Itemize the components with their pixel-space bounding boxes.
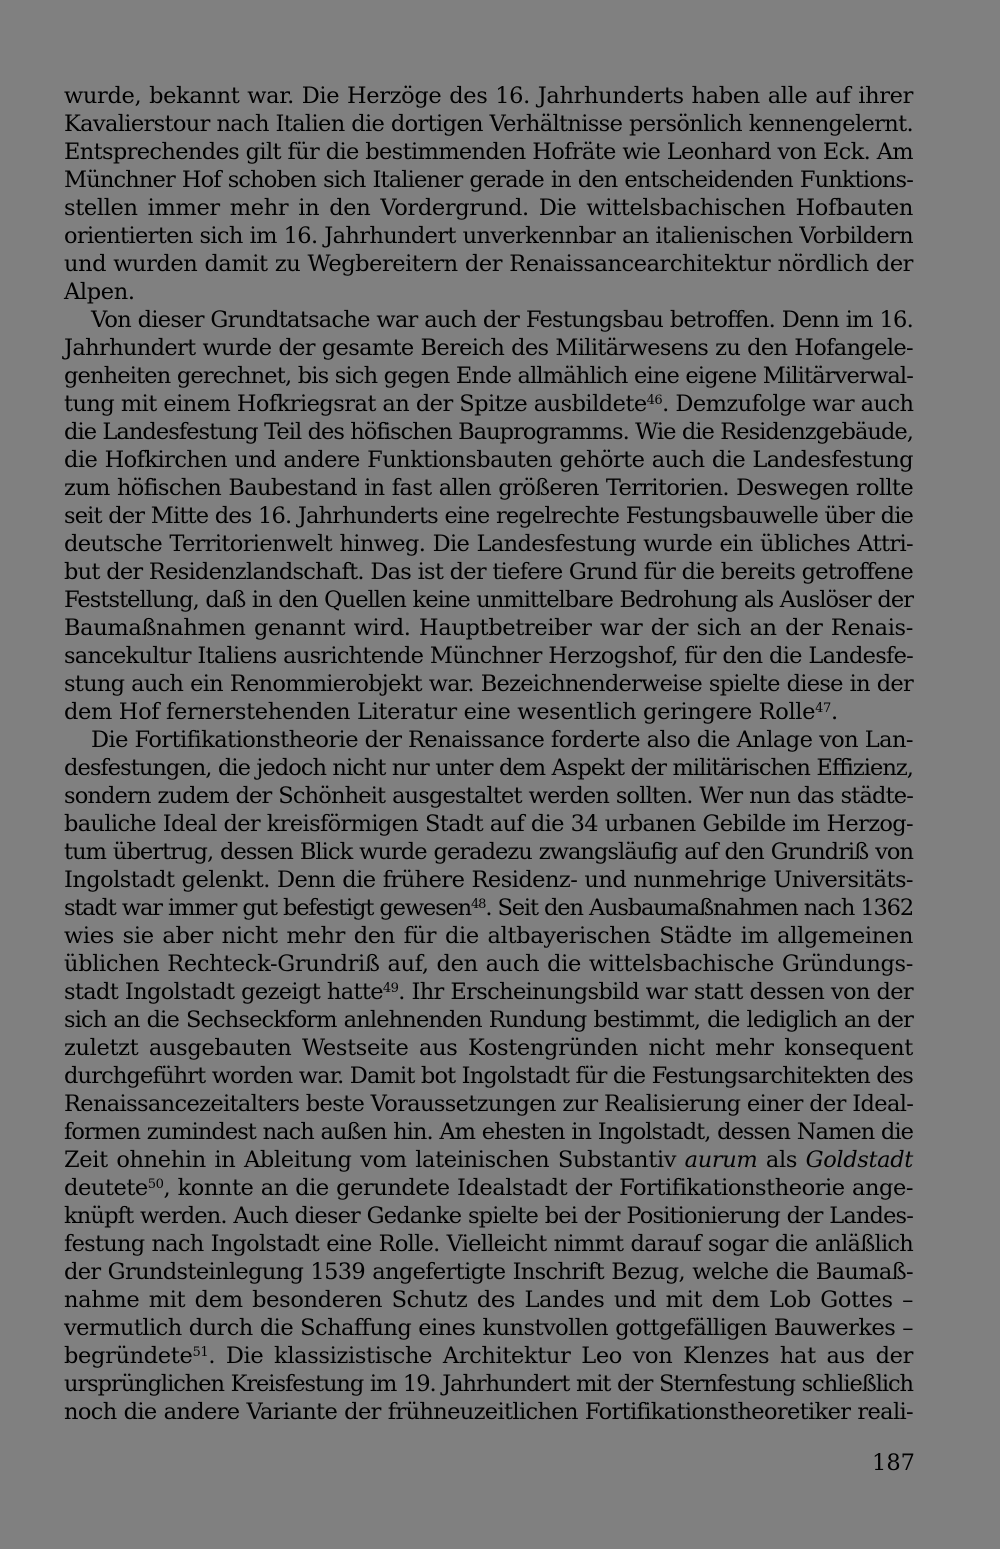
text-segment: Jahrhundert wurde der gesamte Bereich des Militärwesens zu den Hofangele- bbox=[64, 335, 913, 361]
text-segment: . Die klassizistische Architektur Leo von Klenzes hat aus der bbox=[208, 1343, 913, 1369]
text-line bbox=[64, 894, 913, 922]
text-segment: die Landesfestung Teil des höfischen Bauprogramms. Wie die Residenzgebäude, bbox=[64, 419, 913, 445]
text-segment: sondern zudem der Schönheit ausgestaltet werden sollten. Wer nun das städte- bbox=[64, 783, 913, 809]
text-segment: ursprünglichen Kreisfestung im 19. Jahrhundert mit der Sternfestung schließlich bbox=[64, 1371, 913, 1397]
text-line bbox=[64, 1146, 913, 1174]
text-segment: zuletzt ausgebauten Westseite aus Kostengründen nicht mehr konsequent bbox=[64, 1035, 913, 1061]
text-segment: zum höfischen Baubestand in fast allen größeren Territorien. Deswegen rollte bbox=[64, 475, 913, 501]
text-segment: noch die andere Variante der frühneuzeitlichen Fortifikationstheoretiker reali- bbox=[64, 1399, 913, 1425]
footnote-reference: 46 bbox=[646, 392, 663, 408]
text-segment: sich an die Sechseckform anlehnenden Rundung bestimmt, die lediglich an der bbox=[64, 1007, 913, 1033]
text-segment: orientierten sich im 16. Jahrhundert unverkennbar an italienischen Vorbildern bbox=[64, 223, 913, 249]
text-segment: wurde, bekannt war. Die Herzöge des 16. Jahrhunderts haben alle auf ihrer bbox=[64, 83, 913, 109]
text-segment: und wurden damit zu Wegbereitern der Renaissancearchitektur nördlich der bbox=[64, 251, 913, 277]
text-segment: formen zumindest nach außen hin. Am ehesten in Ingolstadt, dessen Namen die bbox=[64, 1119, 913, 1145]
text-segment: Feststellung, daß in den Quellen keine unmittelbare Bedrohung als Auslöser der bbox=[64, 587, 913, 613]
text-line bbox=[64, 222, 913, 250]
text-segment: Zeit ohnehin in Ableitung vom lateinischen Substantiv bbox=[64, 1147, 685, 1173]
text-segment: stadt Ingolstadt gezeigt hatte bbox=[64, 979, 383, 1005]
text-segment: tum übertrug, dessen Blick wurde geradezu zwangsläufig auf den Grundriß von bbox=[64, 839, 913, 865]
text-line bbox=[64, 362, 913, 390]
italic-term: Goldstadt bbox=[805, 1147, 913, 1173]
text-line bbox=[64, 110, 913, 138]
footnote-reference: 49 bbox=[382, 980, 399, 996]
text-line bbox=[64, 866, 913, 894]
text-line bbox=[64, 558, 913, 586]
footnote-reference: 47 bbox=[815, 700, 832, 716]
text-line bbox=[64, 586, 913, 614]
text-line bbox=[64, 474, 913, 502]
text-segment: Baumaßnahmen genannt wird. Hauptbetreiber war der sich an der Renais- bbox=[64, 615, 913, 641]
text-segment: genheiten gerechnet, bis sich gegen Ende allmählich eine eigene Militärverwal- bbox=[64, 363, 913, 389]
text-segment: Kavalierstour nach Italien die dortigen Verhältnisse persönlich kennengelernt. bbox=[64, 111, 913, 137]
text-line bbox=[64, 978, 913, 1006]
text-segment: . Demzufolge war auch bbox=[662, 391, 914, 417]
text-line bbox=[64, 138, 913, 166]
text-line bbox=[64, 698, 913, 726]
text-segment: Alpen. bbox=[64, 279, 135, 305]
text-line bbox=[64, 1398, 913, 1426]
text-line bbox=[64, 1258, 913, 1286]
text-segment: Ingolstadt gelenkt. Denn die frühere Residenz- und nunmehrige Universitäts- bbox=[64, 867, 913, 893]
text-segment: Renaissancezeitalters beste Voraussetzungen zur Realisierung einer der Ideal- bbox=[64, 1091, 914, 1117]
text-segment: dem Hof fernerstehenden Literatur eine wesentlich geringere Rolle bbox=[64, 699, 816, 725]
text-segment: als bbox=[757, 1147, 806, 1173]
footnote-reference: 51 bbox=[192, 1344, 209, 1360]
text-line bbox=[64, 838, 913, 866]
text-line bbox=[64, 1342, 913, 1370]
text-segment: nahme mit dem besonderen Schutz des Landes und mit dem Lob Gottes – bbox=[64, 1287, 913, 1313]
text-segment: stung auch ein Renommierobjekt war. Bezeichnenderweise spielte diese in der bbox=[64, 671, 913, 697]
text-line bbox=[64, 1090, 913, 1118]
text-segment: seit der Mitte des 16. Jahrhunderts eine regelrechte Festungsbauwelle über die bbox=[64, 503, 913, 529]
footnote-reference: 50 bbox=[147, 1176, 164, 1192]
text-line bbox=[64, 166, 913, 194]
text-line bbox=[64, 1062, 913, 1090]
text-line bbox=[64, 1286, 913, 1314]
text-line bbox=[64, 1118, 913, 1146]
text-segment: vermutlich durch die Schaffung eines kunstvollen gottgefälligen Bauwerkes – bbox=[64, 1315, 913, 1341]
footnote-reference: 48 bbox=[471, 896, 486, 912]
text-segment: stellen immer mehr in den Vordergrund. Die wittelsbachischen Hofbauten bbox=[64, 195, 913, 221]
text-line bbox=[64, 446, 913, 474]
italic-term: aurum bbox=[684, 1147, 758, 1173]
text-line bbox=[64, 670, 913, 698]
text-line bbox=[64, 306, 913, 334]
text-line bbox=[64, 642, 913, 670]
text-segment: deutsche Territorienwelt hinweg. Die Landesfestung wurde ein übliches Attri- bbox=[64, 531, 913, 557]
text-segment: bauliche Ideal der kreisförmigen Stadt auf die 34 urbanen Gebilde im Herzog- bbox=[64, 811, 913, 837]
text-segment: , konnte an die gerundete Idealstadt der Fortifikationstheorie ange- bbox=[163, 1175, 913, 1201]
text-line bbox=[64, 922, 913, 950]
text-segment: die Hofkirchen und andere Funktionsbauten gehörte auch die Landesfestung bbox=[64, 447, 913, 473]
text-segment: but der Residenzlandschaft. Das ist der tiefere Grund für die bereits getroffene bbox=[64, 559, 913, 585]
text-line bbox=[64, 950, 913, 978]
text-line bbox=[64, 754, 913, 782]
text-line bbox=[64, 1314, 913, 1342]
text-line bbox=[64, 278, 913, 306]
page-number: 187 bbox=[872, 1450, 915, 1476]
text-segment: deutete bbox=[64, 1175, 148, 1201]
text-line bbox=[64, 418, 913, 446]
text-line bbox=[64, 1202, 913, 1230]
text-segment: Münchner Hof schoben sich Italiener gerade in den entscheidenden Funktions- bbox=[64, 167, 913, 193]
text-line bbox=[64, 194, 913, 222]
text-line bbox=[64, 1230, 913, 1258]
text-segment: desfestungen, die jedoch nicht nur unter dem Aspekt der militärischen Effizienz, bbox=[64, 755, 913, 781]
text-segment: üblichen Rechteck-Grundriß auf, den auch die wittelsbachische Gründungs- bbox=[64, 951, 913, 977]
text-segment: Entsprechendes gilt für die bestimmenden Hofräte wie Leonhard von Eck. Am bbox=[64, 139, 913, 165]
text-line bbox=[64, 82, 913, 110]
text-line bbox=[64, 1174, 913, 1202]
text-line bbox=[64, 1034, 913, 1062]
text-line bbox=[64, 782, 913, 810]
text-line bbox=[64, 614, 913, 642]
text-line bbox=[64, 502, 913, 530]
text-line bbox=[64, 1370, 913, 1398]
text-segment: begründete bbox=[64, 1343, 193, 1369]
text-segment: knüpft werden. Auch dieser Gedanke spielte bei der Positionierung der Landes- bbox=[64, 1203, 913, 1229]
text-line bbox=[64, 726, 913, 754]
text-line bbox=[64, 334, 913, 362]
text-segment: durchgeführt worden war. Damit bot Ingolstadt für die Festungsarchitekten des bbox=[64, 1063, 913, 1089]
text-line bbox=[64, 250, 913, 278]
text-segment: . Ihr Erscheinungsbild war statt dessen von der bbox=[398, 979, 913, 1005]
text-segment: . Seit den Ausbaumaßnahmen nach 1362 bbox=[485, 895, 913, 921]
text-line bbox=[64, 390, 913, 418]
text-segment: der Grundsteinlegung 1539 angefertigte Inschrift Bezug, welche die Baumaß- bbox=[64, 1259, 913, 1285]
text-segment: Von dieser Grundtatsache war auch der Festungsbau betroffen. Denn im 16. bbox=[91, 307, 913, 333]
text-line bbox=[64, 1006, 913, 1034]
text-segment: wies sie aber nicht mehr den für die altbayerischen Städte im allgemeinen bbox=[64, 923, 913, 949]
text-segment: sancekultur Italiens ausrichtende Münchner Herzogshof, für den die Landesfe- bbox=[64, 643, 913, 669]
text-segment: festung nach Ingolstadt eine Rolle. Vielleicht nimmt darauf sogar die anläßlich bbox=[64, 1231, 913, 1257]
text-line bbox=[64, 810, 913, 838]
text-segment: Die Fortifikationstheorie der Renaissance forderte also die Anlage von Lan- bbox=[91, 727, 913, 753]
text-segment: stadt war immer gut befestigt gewesen bbox=[64, 895, 472, 921]
text-line bbox=[64, 530, 913, 558]
text-segment: . bbox=[831, 699, 838, 725]
text-segment: tung mit einem Hofkriegsrat an der Spitze ausbildete bbox=[64, 391, 647, 417]
body-text bbox=[64, 82, 913, 1426]
